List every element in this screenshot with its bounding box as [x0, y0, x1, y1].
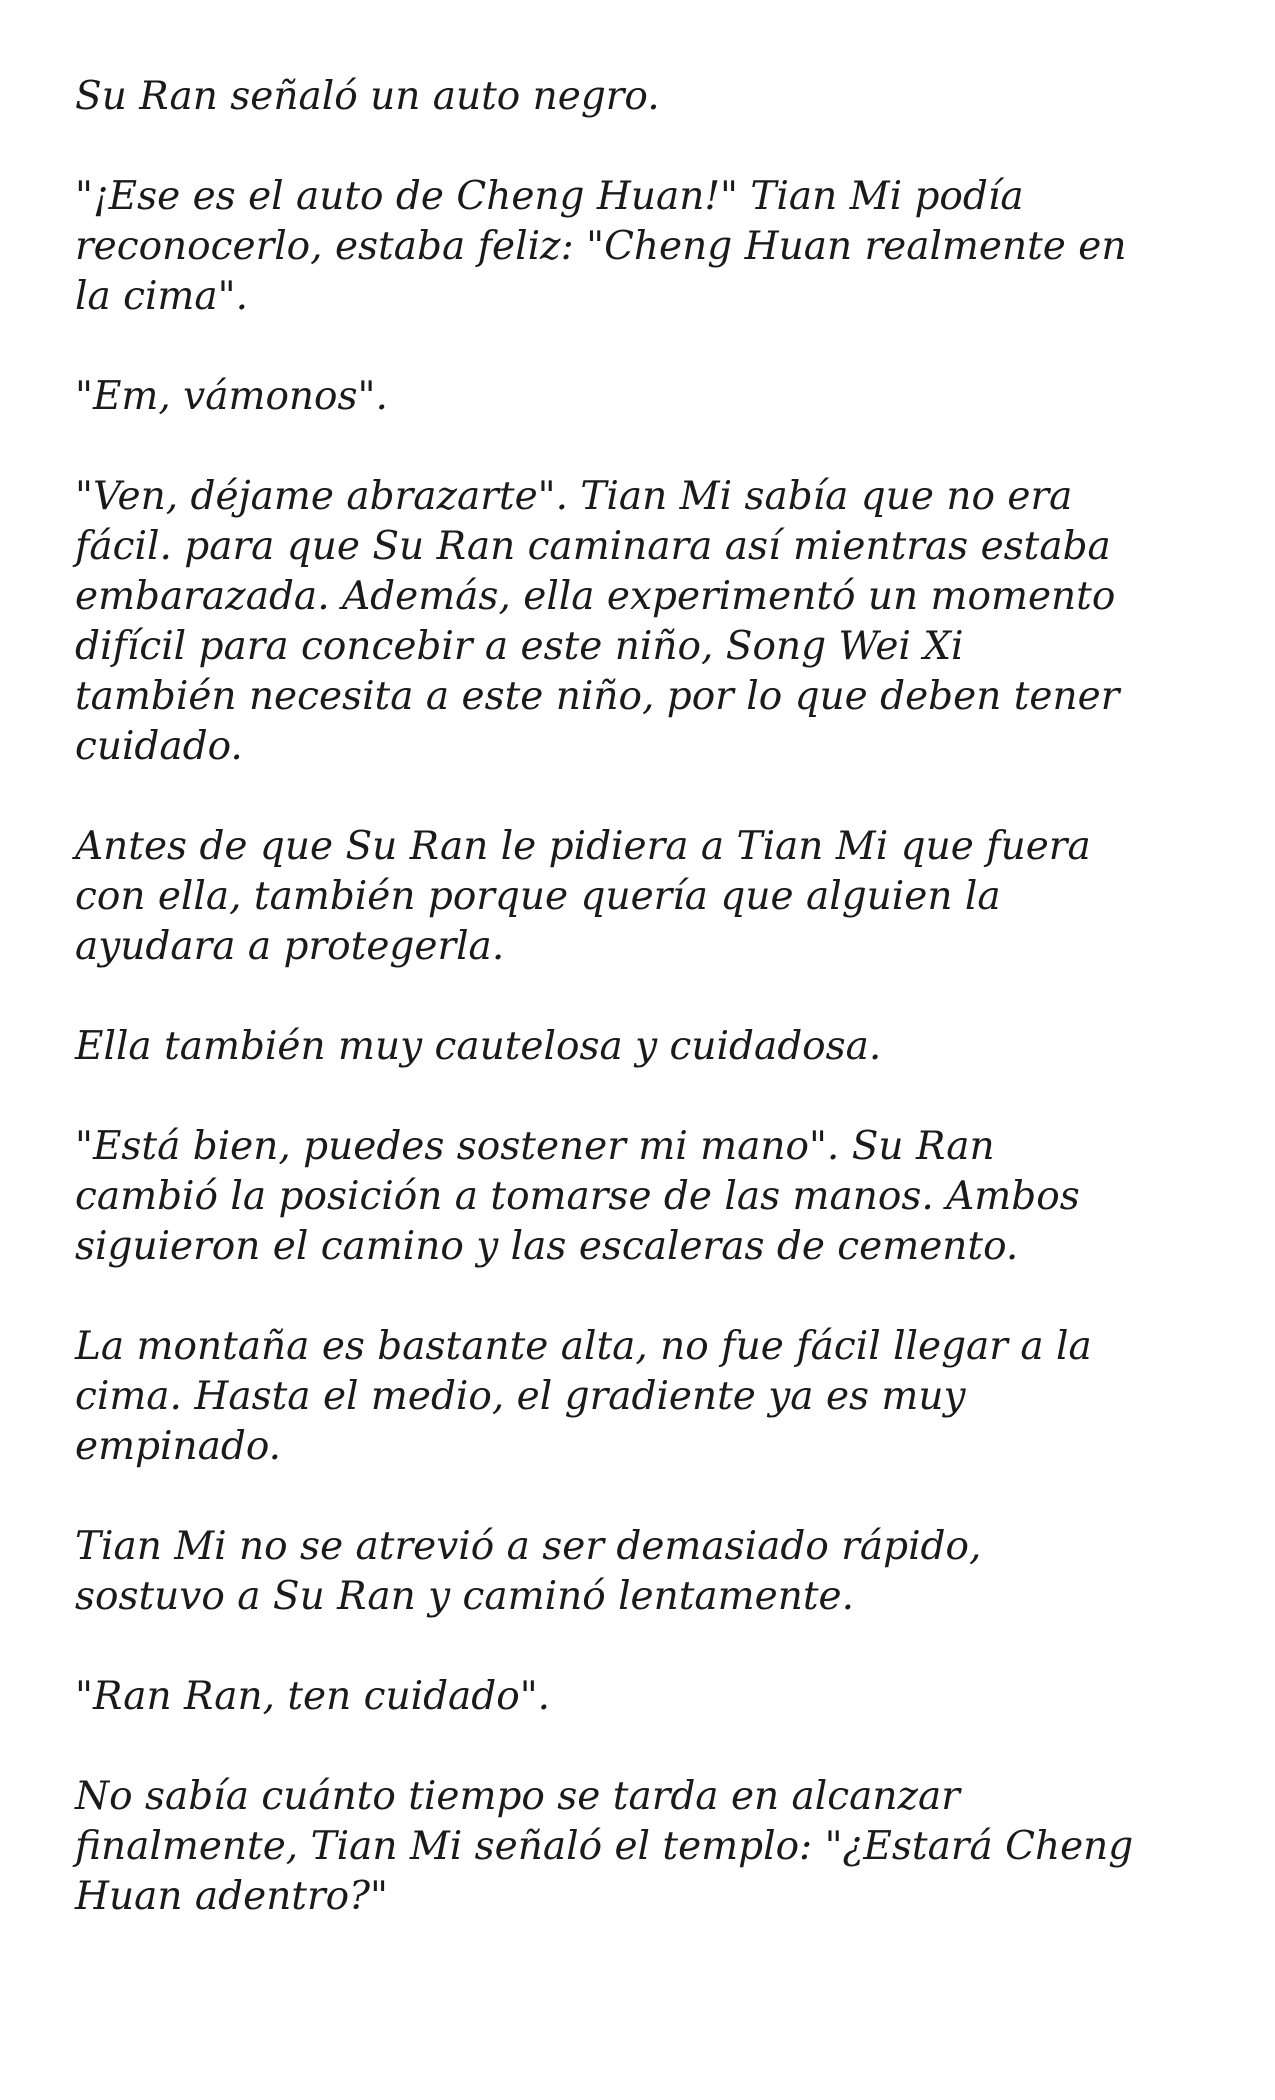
- paragraph: "¡Ese es el auto de Cheng Huan!" Tian Mi podía reconocerlo, estaba feliz: "Cheng Huan realmente en la cima".: [75, 174, 1127, 319]
- paragraph: Tian Mi no se atrevió a ser demasiado rápido, sostuvo a Su Ran y caminó lentamente.: [75, 1524, 982, 1619]
- paragraph: La montaña es bastante alta, no fue fácil llegar a la cima. Hasta el medio, el gradiente ya es muy empinado.: [75, 1324, 1092, 1469]
- paragraph: Ella también muy cautelosa y cuidadosa.: [75, 1024, 882, 1069]
- paragraph: Su Ran señaló un auto negro.: [75, 74, 660, 119]
- document-page: [75, 72, 1215, 1972]
- paragraph: "Ran Ran, ten cuidado".: [75, 1674, 551, 1719]
- paragraph: No sabía cuánto tiempo se tarda en alcanzar finalmente, Tian Mi señaló el templo: "¿Estará Cheng Huan adentro?": [75, 1774, 1134, 1919]
- paragraph: "Em, vámonos".: [75, 374, 388, 419]
- paragraph: "Ven, déjame abrazarte". Tian Mi sabía que no era fácil. para que Su Ran caminara así mientras estaba embarazada. Además, ella experimentó un momento difícil para concebir a este niño, Song Wei Xi también necesita a este niño, por lo que deben tener cuidado.: [75, 474, 1120, 769]
- paragraph: Antes de que Su Ran le pidiera a Tian Mi que fuera con ella, también porque quería que alguien la ayudara a protegerla.: [75, 824, 1091, 969]
- paragraph: "Está bien, puedes sostener mi mano". Su Ran cambió la posición a tomarse de las manos. Ambos siguieron el camino y las escaleras de cemento.: [75, 1124, 1080, 1269]
